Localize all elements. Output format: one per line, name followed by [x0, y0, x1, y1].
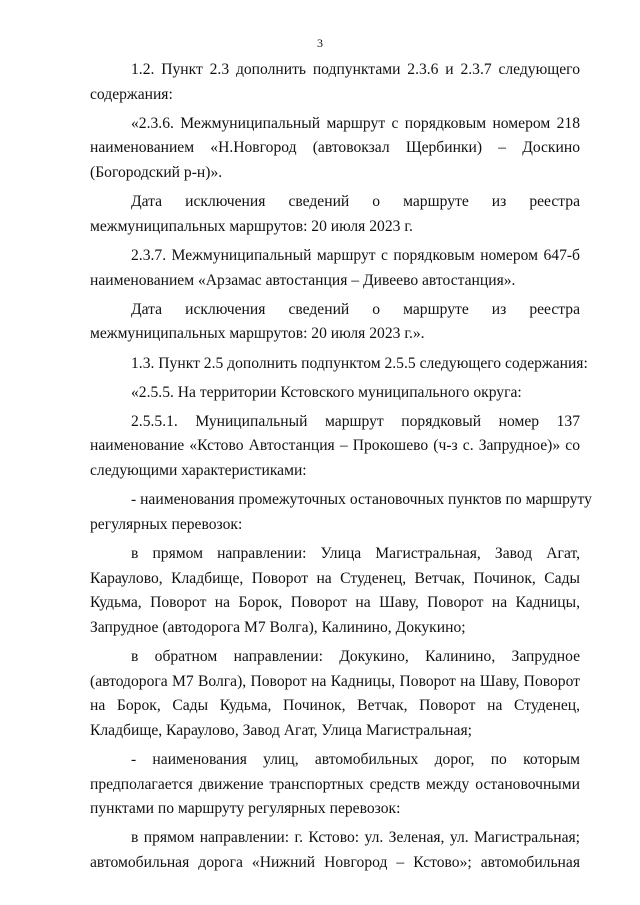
- text-line: на Борок, Сады Кудьма, Починок, Ветчак, Поворот на Студенец,: [90, 697, 580, 715]
- text-line: «2.3.6. Межмуниципальный маршрут с порядковым номером 218: [131, 114, 580, 132]
- text-line: автомобильная дорога «Нижний Новгород – Кстово»; автомобильная: [90, 853, 580, 871]
- text-line: - наименования промежуточных остановочных пунктов по маршруту: [131, 491, 592, 509]
- text-line: наименованием «Арзамас автостанция – Дивеево автостанция».: [90, 271, 516, 289]
- paragraph: [90, 645, 580, 743]
- text-line: Дата исключения сведений о маршруте из реестра: [131, 193, 580, 211]
- paragraph: [90, 58, 580, 107]
- text-line: 2.5.5.1. Муниципальный маршрут порядковый номер 137: [131, 412, 580, 430]
- text-line: Кудьма, Поворот на Борок, Поворот на Шаву, Поворот на Кадницы,: [90, 594, 580, 612]
- text-line: 1.3. Пункт 2.5 дополнить подпунктом 2.5.5 следующего содержания:: [131, 354, 588, 372]
- text-line: Караулово, Кладбище, Поворот на Студенец, Ветчак, Починок, Сады: [90, 569, 580, 587]
- paragraph: [90, 244, 580, 293]
- paragraph: [90, 112, 580, 186]
- text-line: наименованием «Н.Новгород (автовокзал Щербинки) – Доскино: [90, 139, 580, 157]
- text-line: предполагается движение транспортных средств между остановочными: [90, 775, 580, 793]
- text-line: «2.5.5. На территории Кстовского муниципального округа:: [131, 383, 522, 401]
- text-line: содержания:: [90, 85, 173, 103]
- text-line: (Богородский р-н)».: [90, 163, 223, 181]
- text-line: регулярных перевозок:: [90, 515, 243, 533]
- text-line: (автодорога М7 Волга), Поворот на Кадницы, Поворот на Шаву, Поворот: [90, 672, 580, 690]
- text-line: - наименования улиц, автомобильных дорог, по которым: [131, 750, 580, 768]
- document-body: [90, 58, 592, 876]
- text-line: наименование «Кстово Автостанция – Прокошево (ч-з с. Запрудное)» со: [90, 437, 580, 455]
- text-line: межмуниципальных маршрутов: 20 июля 2023 г.».: [90, 325, 425, 343]
- text-line: Дата исключения сведений о маршруте из реестра: [131, 300, 580, 318]
- paragraph: [90, 381, 580, 406]
- text-line: следующими характеристиками:: [90, 462, 307, 480]
- paragraph: [90, 352, 588, 377]
- text-line: Запрудное (автодорога М7 Волга), Калинино, Докукино;: [90, 618, 466, 636]
- paragraph: [90, 748, 580, 822]
- paragraph: [90, 826, 580, 875]
- paragraph: [90, 190, 580, 239]
- text-line: 1.2. Пункт 2.3 дополнить подпунктами 2.3.6 и 2.3.7 следующего: [131, 61, 580, 78]
- text-line: межмуниципальных маршрутов: 20 июля 2023 г.: [90, 217, 413, 235]
- text-line: в прямом направлении: Улица Магистральная, Завод Агат,: [131, 545, 580, 563]
- text-line: в прямом направлении: г. Кстово: ул. Зеленая, ул. Магистральная;: [131, 829, 580, 847]
- page-number: 3: [317, 36, 323, 50]
- paragraph: [90, 542, 580, 640]
- text-line: пунктами по маршруту регулярных перевозок:: [90, 800, 401, 818]
- paragraph: [90, 298, 580, 347]
- text-line: в обратном направлении: Докукино, Калинино, Запрудное: [131, 648, 580, 665]
- paragraph: [90, 410, 580, 484]
- text-line: Кладбище, Караулово, Завод Агат, Улица Магистральная;: [90, 721, 472, 739]
- text-line: 2.3.7. Межмуниципальный маршрут с порядковым номером 647-б: [131, 246, 580, 264]
- paragraph: [90, 488, 592, 537]
